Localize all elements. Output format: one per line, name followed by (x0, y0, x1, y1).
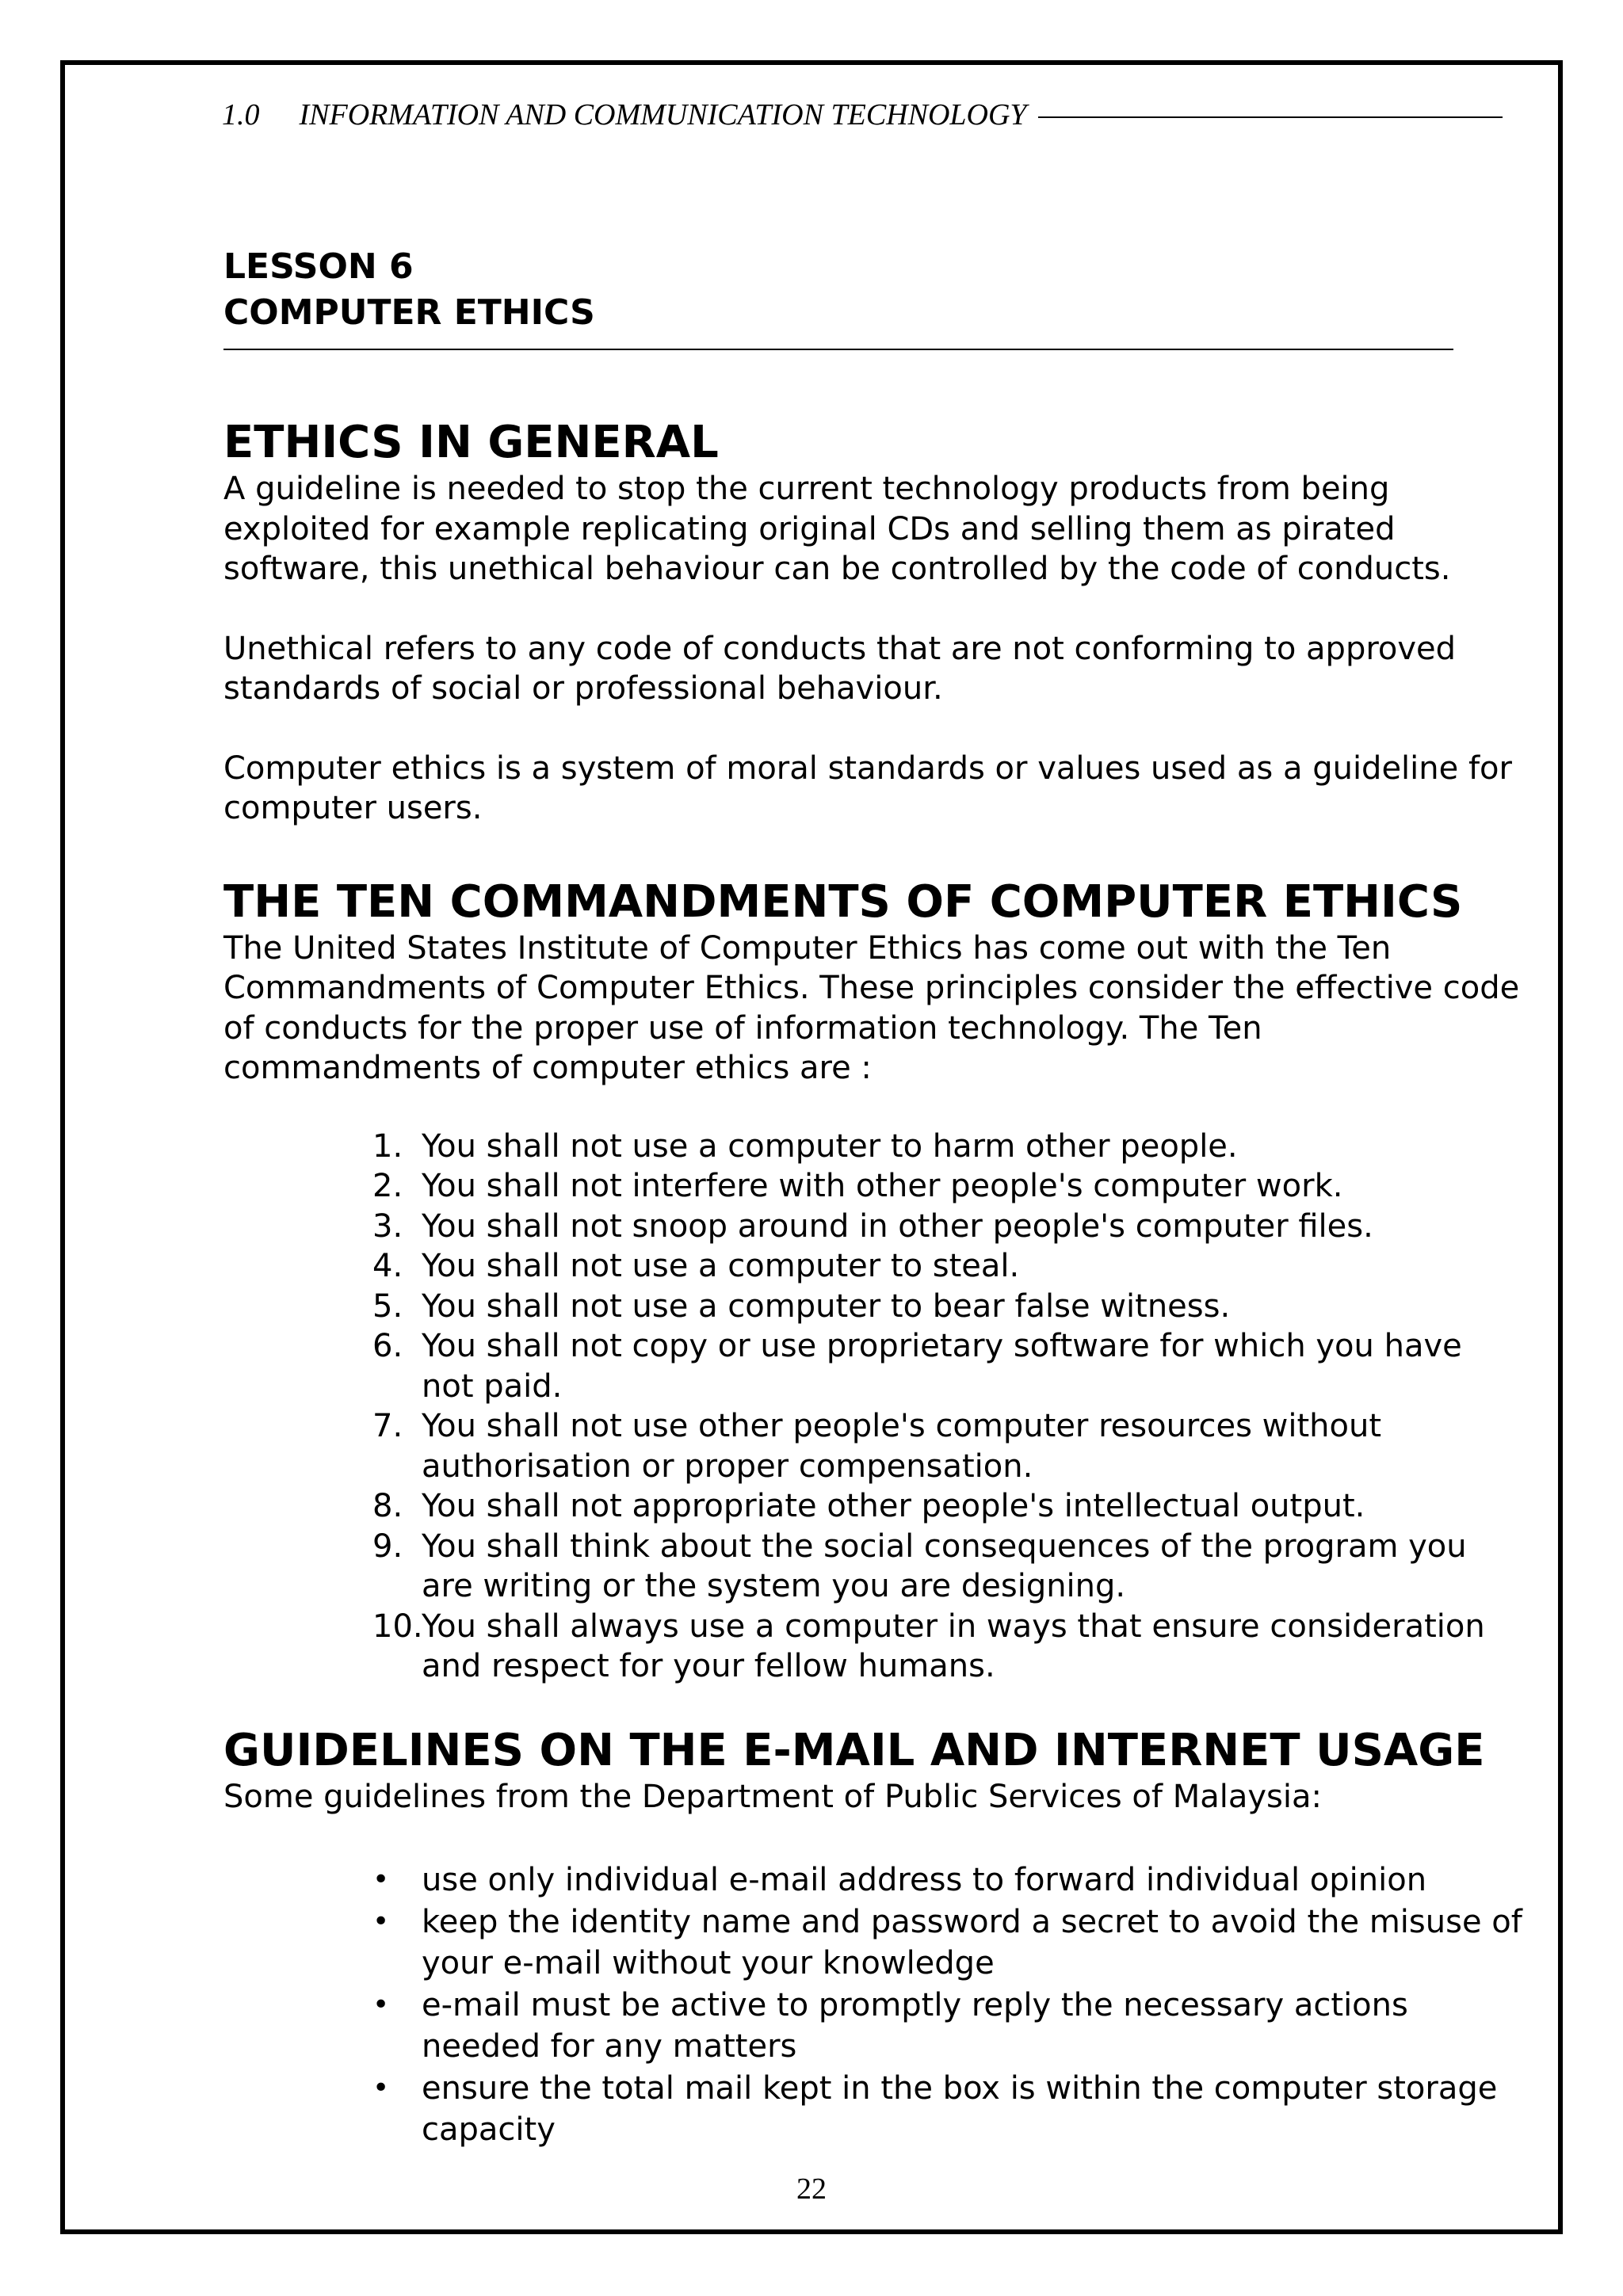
lesson-label: LESSON 6 (223, 246, 414, 287)
list-item (372, 1287, 1523, 1327)
list-item (372, 2068, 1523, 2151)
list-item (372, 1527, 1523, 1607)
list-item (372, 1406, 1523, 1486)
list-number: 6. (372, 1328, 403, 1364)
list-item-text: e-mail must be active to promptly reply the necessary actions needed for any matters (422, 1986, 1408, 2065)
list-number: 3. (372, 1207, 403, 1245)
list-number: 1. (372, 1127, 403, 1165)
list-number: 5. (372, 1287, 403, 1325)
list-item (372, 1207, 1523, 1247)
list-item-text: keep the identity name and password a secret to avoid the misuse of your e-mail without your knowledge (422, 1903, 1522, 1981)
list-item (372, 1127, 1523, 1167)
section-heading-ten-commandments: THE TEN COMMANDMENTS OF COMPUTER ETHICS (223, 875, 1463, 928)
list-item (372, 1486, 1523, 1527)
list-item-text: You shall not copy or use proprietary software for which you have not paid. (422, 1328, 1462, 1405)
paragraph: The United States Institute of Computer Ethics has come out with the Ten Commandments of Computer Ethics. These principles consider the effective code of conducts for the proper use of information technology. The Ten commandments of computer ethics are : (223, 929, 1520, 1086)
list-item (372, 1901, 1523, 1985)
page-number: 22 (796, 2172, 827, 2206)
section-heading-ethics-in-general: ETHICS IN GENERAL (223, 417, 719, 468)
bullet-icon: • (372, 2071, 390, 2104)
list-item-text: You shall not use a computer to steal. (422, 1248, 1020, 1284)
bullet-icon: • (372, 1863, 390, 1896)
list-item (372, 1607, 1523, 1687)
running-header (222, 97, 1503, 133)
list-item-text: You shall not interfere with other people's computer work. (422, 1168, 1343, 1204)
list-item-text: You shall think about the social consequences of the program you are writing or the system you are designing. (422, 1527, 1467, 1604)
list-number: 10. (372, 1608, 423, 1645)
list-item (372, 1166, 1523, 1207)
lesson-divider (223, 349, 1453, 350)
section-heading-email-guidelines: GUIDELINES ON THE E-MAIL AND INTERNET USAGE (223, 1724, 1485, 1776)
list-number: 8. (372, 1488, 403, 1524)
page-body (223, 417, 1523, 2151)
list-item-text: ensure the total mail kept in the box is within the computer storage capacity (422, 2069, 1498, 2148)
list-number: 4. (372, 1248, 403, 1284)
list-item-text: You shall not appropriate other people's intellectual output. (422, 1488, 1365, 1524)
commandments-list (223, 1127, 1523, 1687)
chapter-title: INFORMATION AND COMMUNICATION TECHNOLOGY (299, 98, 1027, 132)
chapter-number: 1.0 (222, 98, 260, 132)
list-item-text: You shall not use other people's computer resources without authorisation or proper compensation. (422, 1408, 1382, 1485)
list-item-text: You shall not use a computer to bear false witness. (422, 1287, 1231, 1325)
paragraph: A guideline is needed to stop the current technology products from being exploited for example replicating original CDs and selling them as pirated software, this unethical behaviour can be controlled by the code of conducts. (223, 471, 1451, 587)
guidelines-list (223, 1859, 1523, 2151)
list-item-text: use only individual e-mail address to forward individual opinion (422, 1862, 1427, 1898)
paragraph: Unethical refers to any code of conducts that are not conforming to approved standards of social or professional behaviour. (223, 630, 1457, 707)
bullet-icon: • (372, 1905, 390, 1938)
list-number: 7. (372, 1408, 403, 1444)
list-item (372, 1326, 1523, 1406)
list-item-text: You shall always use a computer in ways that ensure consideration and respect for your fellow humans. (422, 1608, 1485, 1684)
list-number: 9. (372, 1527, 403, 1565)
lesson-title-block (223, 244, 595, 336)
bullet-icon: • (372, 1988, 390, 2021)
list-number: 2. (372, 1168, 403, 1204)
list-item-text: You shall not use a computer to harm other people. (422, 1127, 1238, 1165)
list-item (372, 1859, 1523, 1901)
list-item (372, 1985, 1523, 2068)
paragraph: Some guidelines from the Department of Public Services of Malaysia: (223, 1778, 1322, 1815)
header-rule (1038, 116, 1503, 118)
list-item-text: You shall not snoop around in other people's computer files. (422, 1207, 1373, 1245)
lesson-title: COMPUTER ETHICS (223, 292, 595, 333)
list-item (372, 1246, 1523, 1287)
paragraph: Computer ethics is a system of moral standards or values used as a guideline for computer users. (223, 749, 1512, 826)
